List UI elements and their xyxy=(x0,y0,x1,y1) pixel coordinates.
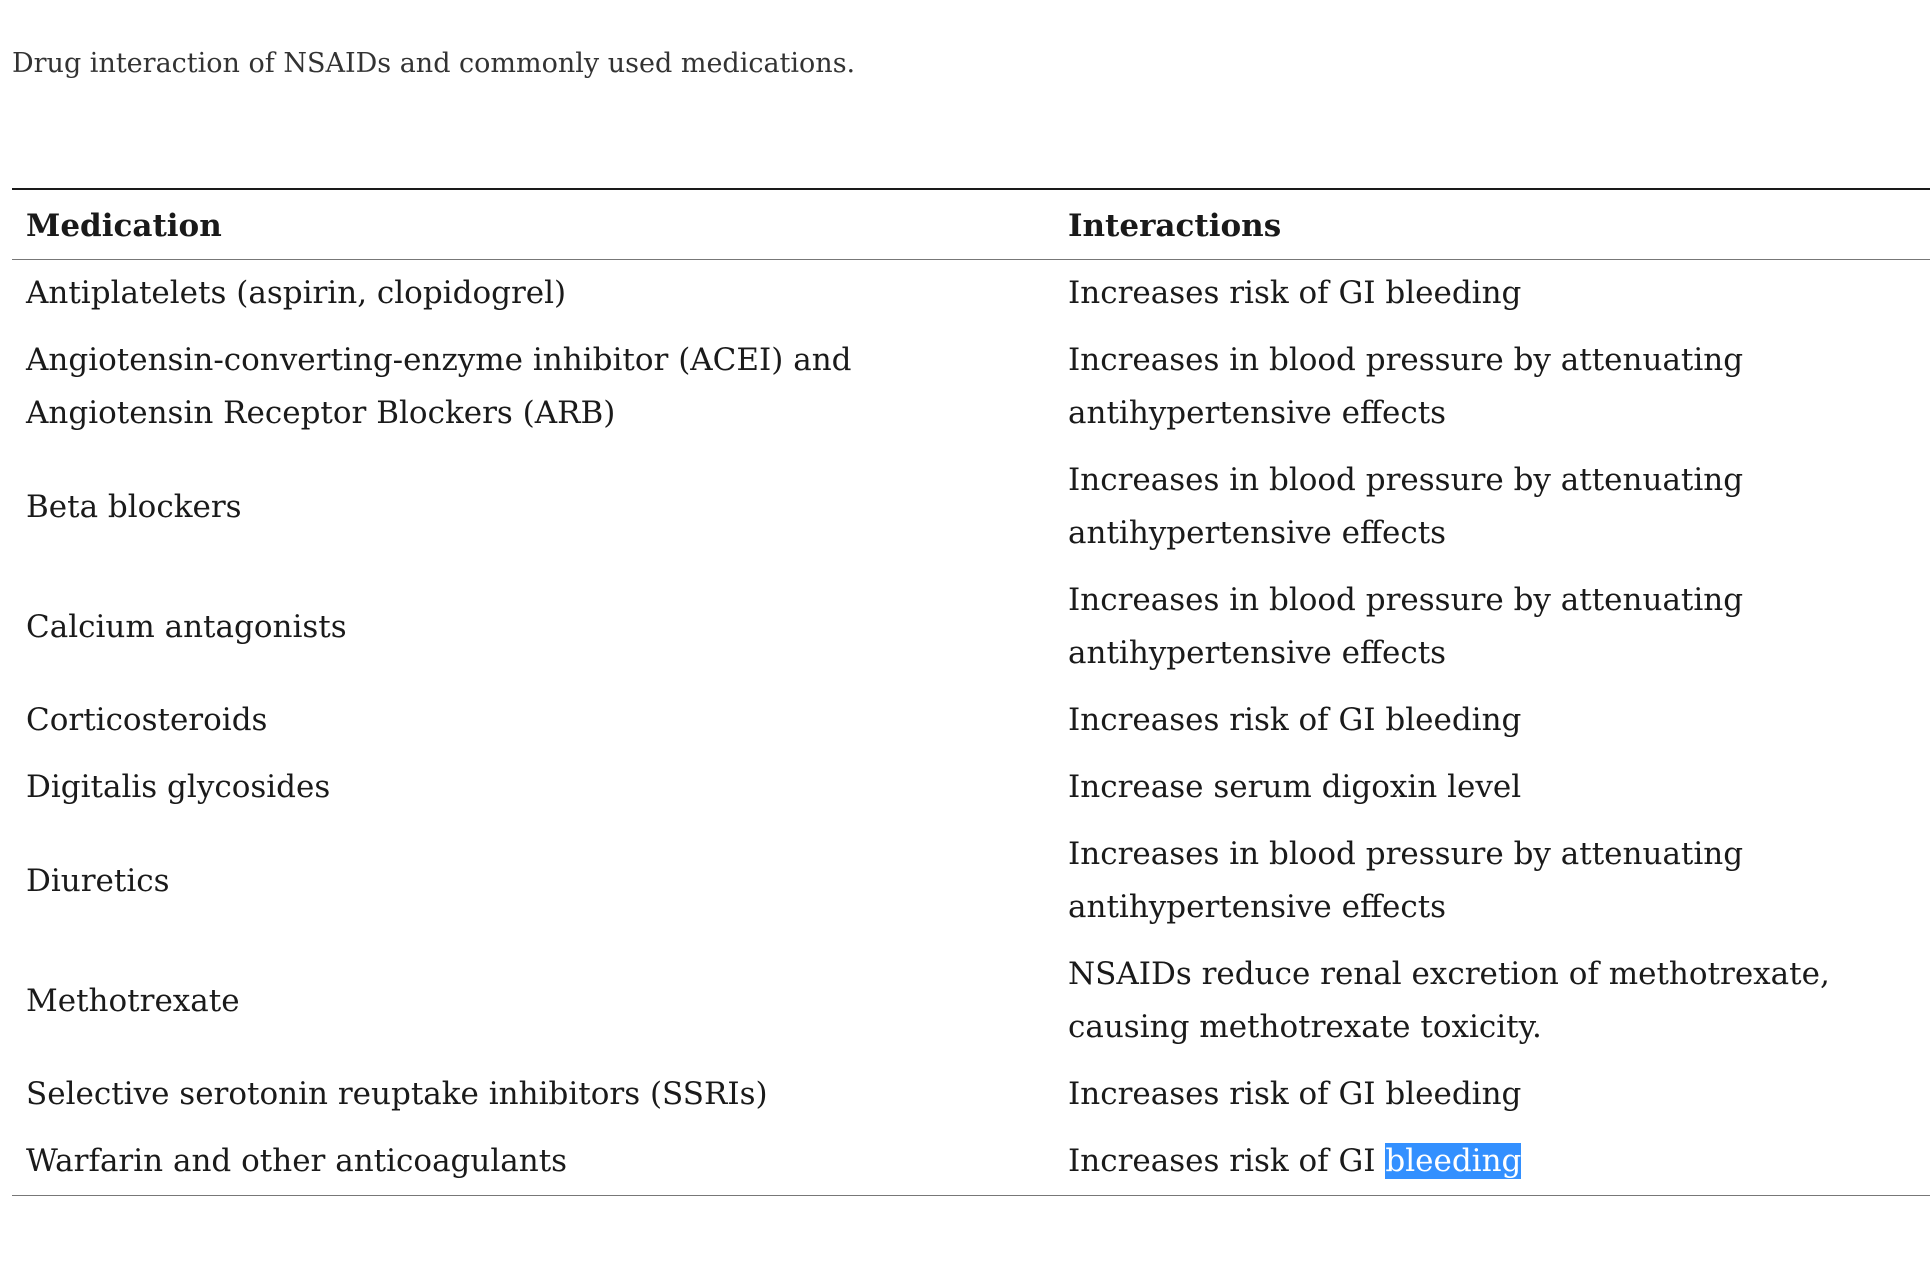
table-row xyxy=(12,260,1930,328)
medication-cell: Diuretics xyxy=(26,862,170,899)
interaction-cell: Increases risk of GI bleeding xyxy=(1068,1076,1522,1112)
table-body xyxy=(12,260,1930,1196)
table-row xyxy=(12,1061,1930,1128)
interaction-cell: Increases in blood pressure by attenuating antihypertensive effects xyxy=(1068,342,1744,431)
table-row xyxy=(12,567,1930,687)
selected-text-highlight[interactable]: bleeding xyxy=(1385,1143,1522,1179)
table-row xyxy=(12,687,1930,754)
interaction-cell[interactable] xyxy=(1054,1128,1930,1196)
interaction-text: Increases risk of GI xyxy=(1068,1143,1386,1179)
table-header xyxy=(12,189,1930,260)
medication-cell: Corticosteroids xyxy=(26,702,268,738)
interaction-cell: Increases in blood pressure by attenuating antihypertensive effects xyxy=(1068,582,1744,671)
medication-cell: Antiplatelets (aspirin, clopidogrel) xyxy=(26,275,567,311)
header-interactions: Interactions xyxy=(1068,208,1282,244)
interaction-table xyxy=(12,188,1930,1196)
table-row xyxy=(12,327,1930,447)
table-row xyxy=(12,1128,1930,1196)
header-medication: Medication xyxy=(26,208,222,244)
medication-cell: Methotrexate xyxy=(26,982,240,1019)
table-caption: Drug interaction of NSAIDs and commonly used medications. xyxy=(12,48,856,79)
medication-cell: Beta blockers xyxy=(26,488,242,525)
interaction-cell: Increases in blood pressure by attenuating antihypertensive effects xyxy=(1068,836,1744,925)
interaction-cell: Increases in blood pressure by attenuating antihypertensive effects xyxy=(1068,462,1744,551)
interaction-cell: Increase serum digoxin level xyxy=(1068,769,1522,805)
header-row xyxy=(12,189,1930,260)
interaction-cell: Increases risk of GI bleeding xyxy=(1068,275,1522,311)
table-row xyxy=(12,941,1930,1061)
table-row xyxy=(12,754,1930,821)
medication-cell: Warfarin and other anticoagulants xyxy=(26,1143,568,1179)
interaction-cell: NSAIDs reduce renal excretion of methotrexate, causing methotrexate toxicity. xyxy=(1068,956,1830,1045)
table-row xyxy=(12,447,1930,567)
interaction-table-container xyxy=(12,188,1930,1196)
medication-cell: Calcium antagonists xyxy=(26,608,347,645)
medication-cell: Digitalis glycosides xyxy=(26,769,331,805)
medication-cell: Angiotensin-converting-enzyme inhibitor (ACEI) and Angiotensin Receptor Blockers (ARB) xyxy=(26,342,852,431)
interaction-cell: Increases risk of GI bleeding xyxy=(1068,702,1522,738)
table-row xyxy=(12,821,1930,941)
medication-cell: Selective serotonin reuptake inhibitors (SSRIs) xyxy=(26,1076,768,1112)
